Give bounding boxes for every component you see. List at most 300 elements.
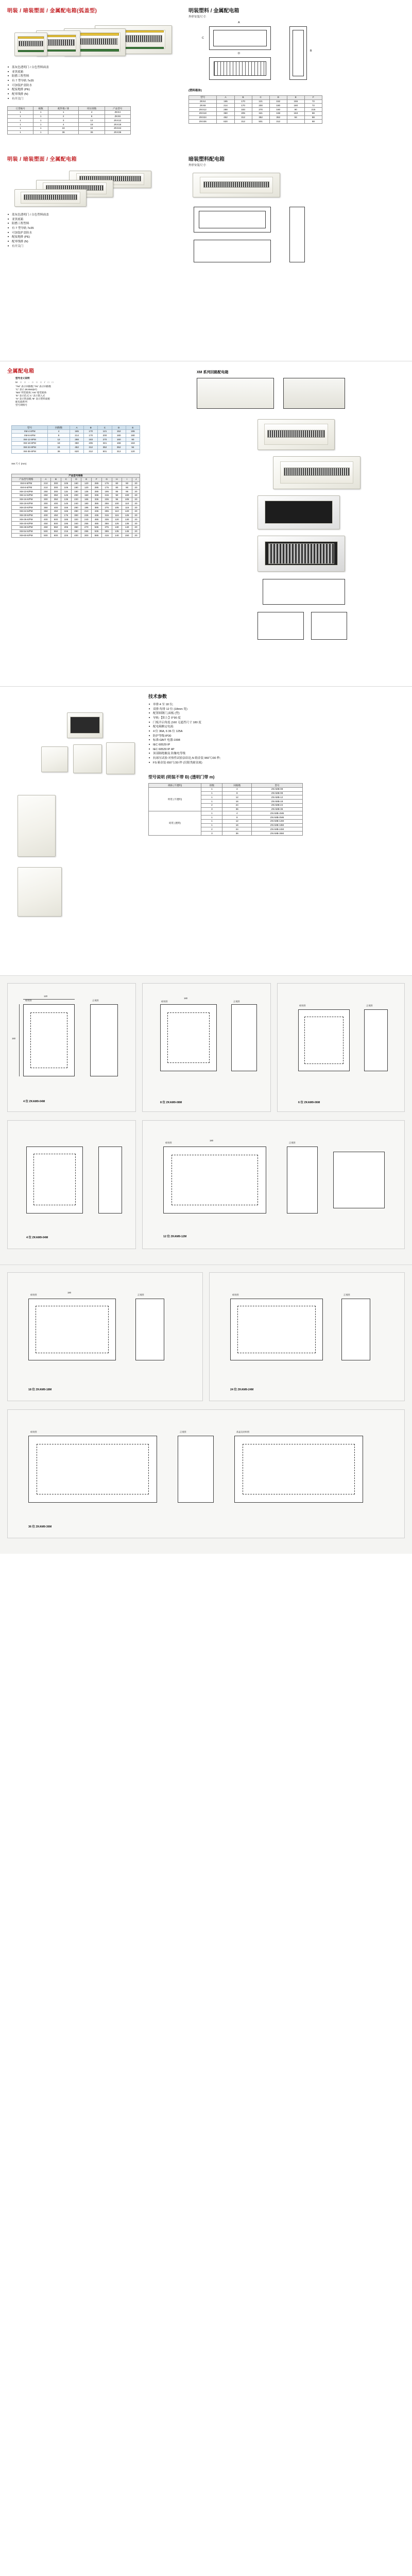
section1-left-title: 明装 / 暗装塑面 / 金属配电箱(弧盖型) <box>7 8 97 14</box>
cell: 360 <box>71 525 81 529</box>
cell: XM-12-6PM <box>12 438 48 442</box>
cell: XM-30-6/PM <box>12 513 41 518</box>
cell: 115 <box>112 513 122 518</box>
cell: 300 <box>51 481 61 486</box>
table-row <box>12 509 140 513</box>
code-line: 配电箱系列 <box>15 400 27 403</box>
col-header: C <box>61 477 71 481</box>
col-header: I <box>122 477 132 481</box>
cell: 312 <box>269 120 287 124</box>
table-row <box>12 493 140 497</box>
cell: 125 <box>122 513 132 518</box>
cell: 163 <box>126 441 140 445</box>
dwg-front-inner <box>171 1155 258 1205</box>
cell: ZKAMB-12 <box>252 795 303 800</box>
cell: 1 <box>8 119 33 123</box>
view-label-side: 正视图 <box>92 999 99 1002</box>
section2-right-subtitle: 外形安装尺寸: <box>188 164 207 167</box>
cell: 1 <box>48 110 79 114</box>
tech-photo-mid-1 <box>41 746 68 772</box>
cell: 145 <box>122 529 132 534</box>
cell: 16 <box>222 823 252 827</box>
spec-item: ■ 导轨:【阳上】0°90 度 <box>153 716 406 721</box>
section1-left-features <box>7 65 182 101</box>
cell: 452 <box>70 445 83 450</box>
cell: XM-60-6/PM <box>12 534 41 538</box>
cell: XM-6-6/PM <box>12 481 41 486</box>
cell: 120 <box>81 481 92 486</box>
cell: 88 <box>304 115 322 120</box>
cell: 450 <box>51 509 61 513</box>
cell: 1 <box>8 126 33 130</box>
drawing-caption: 8 位 ZKAM9-08M <box>160 1101 182 1104</box>
drawing-block-1 <box>0 976 412 1265</box>
cell: 360 <box>70 441 83 445</box>
cell: 36 <box>79 130 105 135</box>
cell: ZKX4 <box>105 110 130 114</box>
cell: 452 <box>217 115 234 120</box>
cell: 20 <box>132 502 140 506</box>
spec-item: ■ 4 位 36A, 6 36 位 125A <box>153 729 406 734</box>
cell: XM-24-6/PM <box>12 509 41 513</box>
view-label-side: 正视图 <box>289 1141 296 1144</box>
cell: 341 <box>252 111 269 115</box>
table-row <box>189 111 322 115</box>
cell: 4 <box>79 110 105 114</box>
dwg-side-outline <box>341 1299 370 1360</box>
dim-label-d: D <box>238 52 240 56</box>
cell: 170 <box>84 434 98 438</box>
cell: ZKAMB-08 <box>252 787 303 791</box>
cell: 120 <box>112 518 122 522</box>
feature-item: ■ 配零线排 (N) <box>12 92 182 97</box>
section1-right <box>188 6 405 124</box>
cell: 300 <box>41 502 51 506</box>
cell: 3 <box>201 832 222 836</box>
cell: 24 <box>48 126 79 130</box>
dim-value: 180 <box>184 997 187 1000</box>
col-header: 排数 <box>201 784 222 788</box>
cell: XM-8-6PM <box>12 434 48 438</box>
feature-item: ■ 有 7 型导轨 7e35 <box>12 226 182 231</box>
col-header: 产品型号 <box>105 107 130 111</box>
cell: 94 <box>126 445 140 450</box>
code-line: "S" 表示铁面板,"B" 表示塑料面板 <box>15 397 50 400</box>
dwg-side-outline <box>231 1004 257 1071</box>
cell: 110 <box>112 509 122 513</box>
cell: ZKX8 <box>105 114 130 119</box>
col-header: A <box>70 426 83 430</box>
feature-item: ■ 配零线排 (N) <box>12 240 182 244</box>
cell: ZKAMB-12M <box>252 819 303 823</box>
cell: 125 <box>112 522 122 526</box>
flush-outline-bottom <box>194 240 271 262</box>
cell: 125 <box>61 493 71 497</box>
cell: 400 <box>41 518 51 522</box>
cell: 260 <box>71 506 81 510</box>
spec-item: ■ 抗球压试验:对热性试验法结论,N 箱金装 960℃/30 秒; <box>153 756 406 761</box>
cell: 400 <box>51 506 61 510</box>
cell: 360 <box>217 111 234 115</box>
col-header: J <box>132 477 140 481</box>
cell: 1 <box>33 110 48 114</box>
model-table-title: 型号说明 (明装不带 B) (透明门带 m) <box>148 775 215 780</box>
spec-item: ■ 配置细钢门,面板 (型) <box>153 711 406 716</box>
panel-photo-flush <box>193 173 280 197</box>
table-row <box>12 438 140 442</box>
cell: 24 <box>48 445 70 450</box>
cell: 16 <box>222 800 252 804</box>
drawing-pane-36m <box>7 1409 405 1538</box>
cell: 352 <box>98 445 112 450</box>
section-1 <box>0 0 412 361</box>
cell: 335 <box>92 493 102 497</box>
cell: 80 <box>112 481 122 486</box>
cell: ZKAMB-0M6 <box>252 816 303 820</box>
cell: 90 <box>126 438 140 442</box>
drawing-pane-24m <box>209 1272 405 1401</box>
view-label-front: 暗装图 <box>161 1000 168 1003</box>
metal-box-photo-3 <box>258 495 340 529</box>
cell: 225 <box>81 513 92 518</box>
cell: 100 <box>122 493 132 497</box>
col-header: B <box>84 426 98 430</box>
outline-box-front-inner <box>213 30 267 46</box>
cell: 200 <box>98 434 112 438</box>
table-row <box>12 434 140 438</box>
tech-photo-tall-2 <box>18 867 62 917</box>
col-header: 回路数 <box>222 784 252 788</box>
cell: 180 <box>81 502 92 506</box>
feature-item: ■ 配接地排 (PE) <box>12 88 182 92</box>
cell: XM-20-6/PM <box>12 506 41 510</box>
col-header: A <box>217 95 234 99</box>
cell: 435 <box>92 513 102 518</box>
cell: 285 <box>92 481 102 486</box>
cell: 1 <box>201 787 222 791</box>
section3-photos <box>196 370 402 669</box>
section3-title: 全属配电箱 <box>7 369 35 374</box>
cell: XM-48-6/PM <box>12 525 41 529</box>
table-row <box>189 99 322 104</box>
cell: 135 <box>122 522 132 526</box>
cell: 235 <box>101 497 112 502</box>
section1-right-title: 明装塑料 / 金属配电箱 <box>188 8 239 14</box>
cell: 152 <box>112 429 126 434</box>
cell: 36 <box>48 130 79 135</box>
table-row <box>12 534 140 538</box>
cell: 3 <box>48 119 79 123</box>
col-header: G <box>101 477 112 481</box>
cell: 12 <box>79 119 105 123</box>
tech-photo-tall-1 <box>18 795 56 857</box>
cell: 300 <box>41 497 51 502</box>
cell: ZKX12 <box>189 108 217 112</box>
tech-photo-mid-2 <box>73 744 102 773</box>
cell: 130 <box>122 518 132 522</box>
table-row <box>12 506 140 510</box>
cell: 288 <box>70 438 83 442</box>
flush-outline-side <box>289 207 305 262</box>
cell: ZKX8 <box>189 104 217 108</box>
cell: 535 <box>92 529 102 534</box>
cell: 352 <box>269 115 287 120</box>
cell: 312 <box>234 120 252 124</box>
dwg-detail-outline <box>333 1152 385 1208</box>
cell: 275 <box>101 506 112 510</box>
group-label: 暗装 (透明) <box>149 811 201 835</box>
drawing-caption: 4 位 ZKAM9-04M <box>23 1100 45 1103</box>
table-row <box>12 513 140 518</box>
spec-item: ■ FS:箱金装 650℃/30 秒 (仅限类耐金属) <box>153 761 406 766</box>
cell: 18 <box>48 441 70 445</box>
cell: 270 <box>252 108 269 112</box>
cell: 130 <box>112 525 122 529</box>
table-row <box>12 450 140 454</box>
cell: 121 <box>98 429 112 434</box>
cell: 105 <box>61 486 71 490</box>
cell: 1 <box>8 110 33 114</box>
cell: 240 <box>81 518 92 522</box>
cell: 165 <box>81 497 92 502</box>
cell: 140 <box>112 534 122 538</box>
cell: 95 <box>122 490 132 494</box>
cell: 1 <box>201 816 222 820</box>
metal-box-drawing-2 <box>258 612 304 640</box>
metal-box-drawing-1 <box>263 579 345 605</box>
code-line: "MS" 明装箱体,"AN" 暗装箱体 <box>15 391 47 394</box>
col-header: 订货编号 <box>8 107 33 111</box>
outline-box-side-inner <box>293 30 304 76</box>
table-group-header <box>149 787 303 791</box>
cell: 205 <box>61 525 71 529</box>
cell: 195 <box>101 490 112 494</box>
feature-item: ■ 有开关门 <box>12 97 182 102</box>
code-line: "E" 表示挂式,"L" 表示嵌入式 <box>15 394 45 397</box>
cell: 255 <box>101 502 112 506</box>
cell: 183 <box>84 438 98 442</box>
cell: 95 <box>112 497 122 502</box>
cell: 160 <box>71 481 81 486</box>
cell: 270 <box>81 525 92 529</box>
col-header: H <box>112 477 122 481</box>
cell: 180 <box>269 104 287 108</box>
cell: 300 <box>81 534 92 538</box>
code-line: "TM" 表示回路数;"TN" 表示回路数 <box>15 385 52 388</box>
cell: 341 <box>98 441 112 445</box>
table-row <box>12 522 140 526</box>
cell: 312 <box>84 450 98 454</box>
spec-table-blue <box>11 425 140 454</box>
cell: 135 <box>112 529 122 534</box>
col-header: C <box>252 95 269 99</box>
cell: 90 <box>122 481 132 486</box>
cell: 88 <box>304 111 322 115</box>
table-sub-label: XM 尺寸 (mm) <box>11 462 27 465</box>
cell: 350 <box>51 497 61 502</box>
cell: 121 <box>252 99 269 104</box>
cell: 280 <box>71 509 81 513</box>
cell: 20 <box>132 513 140 518</box>
dim-label-a: A <box>238 21 240 25</box>
cell: XM-40-6/PM <box>12 522 41 526</box>
cell: 4 <box>222 787 252 791</box>
cell: 20 <box>132 525 140 529</box>
col-header: 用位排数 <box>79 107 105 111</box>
cell: 535 <box>92 525 102 529</box>
outline-box-bottom-inner <box>214 61 266 76</box>
col-header: B <box>51 477 61 481</box>
cell: 180 <box>112 434 126 438</box>
cell: 1 <box>33 123 48 127</box>
cell: 285 <box>92 490 102 494</box>
dwg-side-outline <box>135 1299 164 1360</box>
cell: ZKAMB-4M6 <box>252 811 303 816</box>
cell: 20 <box>132 490 140 494</box>
cell: 375 <box>101 525 112 529</box>
cell: 115 <box>61 490 71 494</box>
cell: ZKX18 <box>189 111 217 115</box>
cell: 152 <box>269 99 287 104</box>
col-header: A <box>41 477 51 481</box>
cell: 170 <box>84 429 98 434</box>
cell: 72 <box>304 99 322 104</box>
view-label-side: 正视图 <box>138 1293 144 1296</box>
cell: 285 <box>81 529 92 534</box>
big-dimension-table-wrap <box>11 474 140 538</box>
spec-item: ■ 顶部隔绝触及 防触电等级 <box>153 752 406 756</box>
metal-box-photo-1 <box>258 419 335 450</box>
table-group-header <box>149 811 303 816</box>
section2-left-title: 明装 / 暗装塑面 / 全属配电箱 <box>7 157 77 162</box>
table-row <box>12 490 140 494</box>
drawing-pane-06m <box>277 983 405 1112</box>
cell: 1 <box>33 114 48 119</box>
view-label-cover: 落盖及结构图 <box>236 1431 250 1433</box>
table-row <box>189 120 322 124</box>
cell: 175 <box>101 486 112 490</box>
product-photo-arc-cover <box>7 18 182 62</box>
cell: 485 <box>92 522 102 526</box>
cell: 20 <box>132 506 140 510</box>
feature-item: ■ 可加装护盖防水 <box>12 84 182 88</box>
spec-item: ■ IEC 60529 IP <box>153 743 406 747</box>
view-label-front: 暗装图 <box>25 999 32 1002</box>
cell: XM-18-6/PM <box>12 502 41 506</box>
cell: 155 <box>61 506 71 510</box>
cell: 1 <box>33 126 48 130</box>
spec-item: ■ 标准:GB/T 电器-1998 <box>153 738 406 743</box>
code-line: 型号规格号 <box>15 403 27 406</box>
flush-box-photo <box>188 171 405 202</box>
view-label-front: 暗装图 <box>165 1141 172 1144</box>
dwg-front-inner <box>33 1154 76 1205</box>
cell: 155 <box>126 429 140 434</box>
section-4 <box>0 687 412 975</box>
section2-left-features <box>7 213 182 248</box>
table-row <box>12 486 140 490</box>
dim-value: 180 <box>67 1291 71 1294</box>
cell: 8 <box>222 791 252 795</box>
table-row <box>12 445 140 450</box>
cell: XM-16-6/PM <box>12 497 41 502</box>
cell: 90 <box>287 108 304 112</box>
cell: 200 <box>252 104 269 108</box>
col-header: 规格 (不透明) <box>149 784 201 788</box>
cell: 120 <box>81 486 92 490</box>
cell: 20 <box>132 522 140 526</box>
cell: ZKX24 <box>105 126 130 130</box>
cell: 165 <box>61 509 71 513</box>
cell: 215 <box>304 108 322 112</box>
cell: 312 <box>234 115 252 120</box>
cell: 1 <box>8 114 33 119</box>
dwg-front-inner <box>30 1012 67 1068</box>
cell: 135 <box>81 490 92 494</box>
drawing-block-2 <box>0 1265 412 1554</box>
cell: 160 <box>71 486 81 490</box>
drawing-caption: 36 位 ZKAM9-36M <box>28 1525 52 1528</box>
cell: 550 <box>51 529 61 534</box>
col-header: 配件数 / 排 <box>48 107 79 111</box>
cell: 85 <box>112 490 122 494</box>
dwg-front-inner <box>237 1306 316 1353</box>
table-row <box>8 126 131 130</box>
cell: 340 <box>71 522 81 526</box>
cell: 250 <box>41 490 51 494</box>
table-row <box>8 130 131 135</box>
cell: 100 <box>112 502 122 506</box>
dwg-front-inner <box>167 1012 210 1063</box>
feature-item: ■ 亚黑底箱 <box>12 70 182 75</box>
cell: 150 <box>122 534 132 538</box>
cell: 195 <box>81 506 92 510</box>
dwg-side-outline <box>287 1146 318 1214</box>
panel-photo-c2 <box>14 189 87 207</box>
cell: 585 <box>92 534 102 538</box>
series-label: XM 系列回路配电箱 <box>197 371 229 374</box>
tech-photo-small <box>67 712 103 738</box>
cell: 4 <box>48 123 79 127</box>
col-header: E <box>81 477 92 481</box>
section1-dimension-table <box>188 95 322 124</box>
spec-item: ■ IEC 60529 IP 4P <box>153 747 406 752</box>
feature-item: ■ 亚黑底箱 <box>12 218 182 222</box>
feature-item: ■ 有开关门 <box>12 244 182 249</box>
cell: 4 <box>48 429 70 434</box>
cell: ZKX36 <box>105 130 130 135</box>
cell: 1 <box>8 123 33 127</box>
cell: ZKX12 <box>105 119 130 123</box>
cell: 210 <box>41 486 51 490</box>
metal-box-photo-2 <box>273 456 360 489</box>
drawing-pane-04m <box>7 983 136 1112</box>
table-row <box>12 529 140 534</box>
feature-item: ■ 配接地排 (PE) <box>12 235 182 240</box>
view-label-side: 正视图 <box>344 1293 350 1296</box>
col-header: E <box>287 95 304 99</box>
product-photo-stack-2 <box>7 167 182 210</box>
view-label-front: 暗装图 <box>232 1293 239 1296</box>
drawing-caption: 4 位 ZKAM9-04M <box>26 1236 48 1239</box>
section4-text <box>148 693 406 836</box>
cell: 183 <box>234 108 252 112</box>
cell: ZKX36 <box>189 120 217 124</box>
cell: 500 <box>51 522 61 526</box>
cell: 180 <box>287 104 304 108</box>
cell: 195 <box>61 522 71 526</box>
cell: 220 <box>71 497 81 502</box>
